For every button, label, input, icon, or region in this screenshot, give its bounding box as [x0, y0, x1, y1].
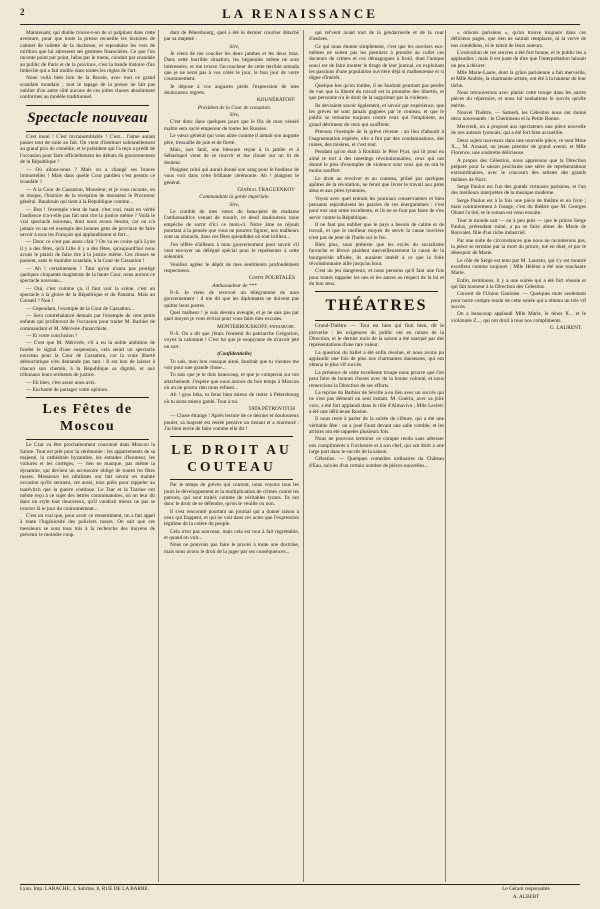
paragraph: Deux sujets nouveaux dans une nouvelle pièce, ce sont Mme X..., M. Arnaud, un jeune premier de grand avenir, et Mlle Florence, une soubrette délicieuse. [451, 137, 586, 157]
paragraph: A propos des Célestins, nous apprenons que la Direction prépare pour la saison prochaine une série de représentations extraordinaires, avec le concours des artistes des grands théâtres de Paris. [451, 157, 586, 183]
paragraph: Par une suite de circonstances que nous ne raconterons pas, la pièce se termine par la mort du prince, tué en duel, et par le désespoir de Marie. [451, 237, 586, 257]
section-rule [26, 397, 149, 398]
signature-title: Commandant la garde impériale. [199, 194, 270, 201]
paragraph: Ce qui nous étonne simplement, c'est que les ouvriers eux-mêmes ne soient pas les premiers à prendre au collet ces docteurs de crimes et ces démagogues à froid, dont l'unique souci est de faire monter le tirage de leur journal, en exploitant les passions d'une population ouvrière déjà si malheureuse et si digne d'intérêt. [309, 43, 444, 82]
paragraph: Maintenant, qui diable trouve-t-on de si palpitant dans cette aventure, pour que toute la presse recueille les histoires de cabinet de toilette de la duchesse, et reproduise les vers de mirliton que lui adressent ses gemmes financières. Ce que l'on raconte point par point, hélas par le menu, conduit par scandale au public de Paris et de la province, c'est la bande histoire d'un imbécile qui a fait moître dans toutes les règles de l'art. [20, 30, 155, 75]
paragraph: — Et votre conclusion ? [26, 333, 78, 340]
paragraph: Nous retrouverons avec plaisir cette troupe dans les autres pièces du répertoire, et nous lui souhaitons le succès qu'elle mérite. [451, 90, 586, 109]
salutation: Sire, [229, 201, 240, 208]
column-3 [309, 30, 444, 882]
signature: Comte POURTALÈS [248, 275, 295, 282]
paragraph: Serge Paulus est l'un des grands virtuoses parisiens, et l'un des meilleurs interprètes de la musique moderne. [451, 183, 586, 197]
signature: G. LAURENT. [549, 325, 582, 332]
paragraph: C'est un vrai que, pour avoir ce ressentiment, on a fait appel à toute l'ingéniosité des policiers russes. On sait que ces messieurs se sont tous mis à la recherche des moyens de prévenir le moindre coup. [20, 512, 155, 538]
section-rule [170, 479, 293, 480]
paragraph: — Sera contrebalancé demain par l'exemple de cent petits enfants qui profiteront de l'occasion pour traiter M. Barbier de commandant et M. Mérovée d'anarchiste. [20, 313, 155, 332]
paragraph: Il s'est rencontré pourtant un journal qui a donné raison à ceux qui frappent, et qui ne voit dans ces actes que l'expression légitime de la colère du peuple. [164, 508, 299, 528]
paragraph: P.-S. Je viens de recevoir un télégramme de mon gouvernement : il me dit que les diplomates ne doivent pas quitter leurs postes. [164, 290, 299, 309]
paragraph: Le rôle de Serge est tenu par M. Laurent, qui s'y est montré excellent comme toujours ; Mlle Hélène a été une touchante Marie. [451, 257, 586, 277]
paragraph: Tu sais, mon bon cosaque aimé, faudrait que tu viennes me voir pour une grande chose... [164, 358, 299, 371]
paragraph: Concert de l'Union Gauloise. — Quelques mots seulement pour notre compte rendu de cette soirée qui a obtenu un très vif succès. [451, 291, 586, 311]
signature: MONTEBROUSKOFF, patriarche. [217, 323, 295, 330]
article-heading: LE DROIT AU COUTEAU [171, 442, 292, 475]
newspaper-title: LA RENAISSANCE [222, 6, 378, 21]
paragraph: — Donc ce n'est pas assez clair ? On va en croire qu'à Lyon il y a des fêtes, qu'à Lille il y a des fêtes, qu'aujourd'hui nous avons le plaisir de faire rire à la justice même. Ces choses se passent, sans le moindre scandale, à la Cour de Cassation ! [20, 239, 155, 265]
paragraph: Je viens de me coucher les deux jambes et les deux bras. Dans cette horrible situation, les bégueules même ne sont intéressées, et me trouve l'accoucheur de cette terrible armada que je ne serai pas à vos côtés le jour, le bon jour de votre couronnement. [164, 51, 299, 83]
signature-title: Ambassadeur de *** [212, 282, 257, 289]
column-divider [303, 30, 304, 882]
paragraph: Mais, sort fatal, une blessure reçue à la jambe et à Sébastopol vient de se rouvrir et me clouer sur un lit de douleur. [164, 146, 299, 166]
paragraph: — Chose étrange ! Après lecture de ce dernier et douloureux poulet, sa majesté est restée pensive un instant et a murmuré : J'ai bien envie de faire comme elle dit ! [164, 413, 299, 432]
paragraph: L'exécution de ces œuvres a été fort bonne, et le public les a applaudies ; mais il est juste de dire que l'interprétation laissait un peu à désirer. [451, 50, 586, 69]
paragraph: Quelque bas qu'on tombe, il ne faudrait pourtant pas perdre de vue que la liberté du travail est la première des libertés, et que personne n'a le droit de la supprimer par la violence. [309, 82, 444, 102]
paragraph: Mercredi, on a proposé aux spectateurs une pièce nouvelle de nos auteurs lyonnais, qui a été fort bien accueillie. [451, 123, 586, 137]
paragraph: Ah ! gros béta, tu feras bien mieux de rester à Pétersbourg où tu seras mieux gardé. Tout à toi. [164, 392, 299, 405]
paragraph: Nous ne pouvons terminer ce compte rendu sans adresser nos compliments à l'orchestre et à son chef, qui ont droit à une large part dans le succès de la saison. [309, 436, 444, 455]
paragraph: La question du ballet a été enfin résolue, et nous avons pu applaudir une fois de plus nos charmantes danseuses, qui ont obtenu le plus vif succès. [309, 349, 444, 369]
paragraph: Cela n'est pas nouveau, mais cela est tout à fait regrettable, et quand on voit... [164, 528, 299, 542]
paragraph: Le droit au revolver et au couteau, prôné par quelques apôtres de la révolution, ne ferait que livrer le travail aux pires abus et aux pires tyrannies. [309, 175, 444, 195]
section-rule [26, 131, 149, 132]
paragraph: Ils devraient savoir également, et savoir par expérience, que les grèves ne sont jamais gagnées par le couteau, et que le public se retourne toujours contre ceux qui l'emploient, au grand détriment de ceux qui souffrent. [309, 102, 444, 128]
paragraph: Le Czar va être prochainement couronné dans Moscou la Sainte. Tout est prêt pour la cérémonie : les appartements de sa majesté, la cathédrale byzantine, les estrades d'honneur, les voitures et les cortèges, — rien ne manque, pas même la dynamite, qui devient un accessoire obligé de toutes les fêtes russes. Messieurs les nihilistes ont fait savoir en mainte occasion qu'ils seraient, cet aussi, tous prêts pour rappeler au tsarévitch que la guerre continue. Le Tsar et la Tsarine ont même reçu à ce sujet des lettres comminatoires, où on leur dit dans un style tout doucereux, qu'il vaudrait mieux ne pas se trouver là le jour du couronnement... [20, 442, 155, 512]
article-heading: THÉATRES [325, 297, 428, 315]
signature: TATA PÉTROVITCH [248, 405, 295, 412]
page-footer [20, 884, 580, 907]
section-rule [170, 436, 293, 437]
paragraph: Célestins. — Quelques comédies ordinaires du Château d'Eau, suivies d'un certain nombre de pièces nouvelles... [309, 456, 444, 469]
paragraph: Serge Paulus est à la fois une pièce de théâtre et un livre ; mais contrairement à l'usage, c'est du théâtre que M. Georges Ohnet l'a tiré, et le roman est venu ensuite. [451, 197, 586, 217]
paragraph: Quel malheur ! je suis devenu aveugle, et je ne sais pas par quel moyen je vous écrirai pour vous faire mes excuses. [164, 310, 299, 323]
paragraph: Prenons l'exemple de la grève récente : au lieu d'aboutir à l'augmentation espérée, elle a fini par des condamnations, des ruines, des misères, et c'est tout. [309, 129, 444, 148]
paragraph: « orisons parisiens », qu'on trouve toujours dans ces délicieux pages, que rien ne saurait remplacer, ni la verve de nos comédiens, ni le talent de leurs auteurs. [451, 30, 586, 49]
letter-subheading: (Confidentielle) [217, 351, 252, 358]
paragraph: J'en réfère d'ailleurs à mon gouvernement pour savoir s'il veut envoyer un délégué spécial pour le représenter à cette solennité. [164, 241, 299, 261]
paragraph: Il ne faut pas oublier que le pays a besoin de calme et de travail, et que le meilleur moyen de servir la cause ouvrière n'est pas de jeter de l'huile sur le feu. [309, 221, 444, 241]
paragraph: Plaignez celui qui aurait donné son sang pour le bonheur de vous voir dans cette brillante cérémonie. Ah ! plaignez le général. [164, 166, 299, 186]
column-divider [445, 30, 446, 882]
paragraph: C'est donc dans quelques jours que le fils de mon vénéré maître sera sacré empereur de toutes les Russies. [164, 119, 299, 132]
paragraph: — C'est que M. Mérovée, s'il a eu la noble ambition de fonder le signal d'une suspension, cela serait un spectacle nouveau pour la Cour de Cassation, car la vraie liberté démocratique n'en demande pas tant : Il est bon de laisser à chacun son chemin, à la République sa dignité, et aux tribunaux leurs serments de justice. [20, 340, 155, 379]
paragraph: Veuillez agréer le dépôt de mes sentiments profondément respectueux. [164, 261, 299, 275]
paragraph: Bien plus, sous prétexte que les excès du socialisme farouche et féroce plaident merveilleusement la cause de la bourgeoisie affolée, ils auraient intérêt à ce que la folie révolutionnaire aille jusqu'au bout. [309, 242, 444, 268]
column-1 [20, 30, 155, 882]
column-2 [164, 30, 299, 882]
signature: Général TRAGUENKOV [237, 186, 295, 193]
paragraph: — Cependant, l'exemple de la Cour de Cassation... [26, 305, 134, 312]
section-rule [315, 291, 438, 292]
salutation: Sire, [229, 43, 240, 50]
manager-name: A. ALBERT [512, 894, 540, 900]
salutation: Sire, [229, 112, 240, 119]
article-heading: Spectacle nouveau [27, 109, 148, 126]
paragraph: Nous voilà bien loin de la Russie, avec tout ce grand scandale mondain ; tout le tapage de la presse ne fait pas oublier d'un autre côté aucune de ces jolies choses absolument conformes au modèle traditionnel. [20, 75, 155, 101]
article-heading: Les Fêtes de Moscou [42, 402, 133, 435]
signature: KOUNÉRATOFF [256, 97, 295, 104]
signature-title: Président de la Cour de cassation. [197, 104, 272, 111]
section-rule [26, 439, 149, 440]
paragraph: C'est inouï ! C'est invraisemblable ! C'est... J'aime autant passer tout de suite au fait. On vient d'instituer solennellement au grand prix de comédie, et le président qui l'a reçu a prédit de l'occasion pour faire officiellement les débuts du gouvernement de la République ! [20, 133, 155, 166]
paragraph: — Ah ! certainement ! Tant qu'on n'aura pas protégé quelques cinquante magistrats de la haute Cour, nous aurons ce spectacle nouveau... [20, 265, 155, 285]
printer-line: Lyon. Imp. LARACHE, 4, Sabrine, 8, RUE DE LA BARRE. [20, 886, 150, 892]
paragraph: — Bon ! l'exemple vient de haut, c'est vrai, mais en vérité l'audience n'a-t-elle pas fait tant rire la justice même ? Voilà le vrai spectacle nouveau, dont nous avons besoin, car on n'a jamais vu un tel exemple des bonnes gens de province de faire savoir à tous les Français qui applaudissent si fort... [20, 206, 155, 238]
paragraph: P.-S. On a dit que j'étais l'ennemi du patriarche Grégorion, voyez la calomnie ! C'est lui que je soupçonne de m'avoir jeté un sort. [164, 331, 299, 350]
paragraph: Voyez avec quel entrain les journaux conservateurs et bien pensants reproduisent les paroles de ces énergumènes : c'est pour eux une arme excellente, et ils ne se font pas faute de s'en servir contre la République. [309, 195, 444, 221]
paragraph: — Où allons-nous ? Mais on a changé ses braves immortelles ! Mais dans quelle Cour pardieu c'est permis ce scandale ? [20, 166, 155, 186]
paragraph: La présence de cette excellente troupe nous prouve que l'on peut faire de bonnes choses avec de la bonne volonté, et nous remercions la Direction de ses efforts. [309, 369, 444, 389]
masthead [20, 5, 580, 25]
paragraph: Nouvel Théâtre. — Samedi, les Célestins nous ont donné deux nouveautés : le Chemineau et la Petite Bonne. [451, 110, 586, 123]
paragraph: La reprise du Barbier de Séville a eu lieu avec un succès qui ne s'est pas démenti un seul instant. M. Guérin, avec sa jolie voix, a été fort applaudi dans le rôle d'Almaviva ; Mlle Leclerc a été une délicieuse Rosine. [309, 389, 444, 415]
manager-label: Le Gérant responsable [502, 886, 550, 892]
paragraph: Le comble de mes vœux du beau-père de madame l'ambassadrice venant de mourir, ce deuil douloureux nous empêche de sortir d'ici ce mois-ci. Notre âme se réjouit pourtant à la pensée que vous ne pourrez figurer, nos malheurs sont un obstacle, dans ces fêtes splendides où tout brillera... [164, 208, 299, 241]
paragraph: — Enchanté de partager votre opinion. [26, 386, 109, 393]
paragraph: dant de Pétersbourg, quel a été le dernier courrier détaché par sa majesté : [164, 30, 299, 43]
paragraph: Par le temps de grèves qui courent, nous voyons tous les jours le développement et la multiplication de crimes contre les patrons, qui sont traités comme de véritables tyrans. Ils ont donc le droit de se défendre, qu'on le veuille ou non. [164, 482, 299, 508]
paragraph: — A la Cour de Cassation, Monsieur, et je vous raconte, on se moque, l'histoire de la réception de monsieur le Procureur général. Baudouin qui tient à la République comme... [20, 186, 155, 206]
paragraph: On a beaucoup applaudi Mlle Marie, le ténor X... et le violoniste Z..., qui ont droit à tous nos compliments. [451, 311, 586, 324]
paragraph: C'est un jeu dangereux, et nous pensons qu'il faut une fois pour toutes rappeler les uns et les autres au respect de la loi et du bon sens. [309, 268, 444, 288]
paragraph: — Eh bien, c'est assez nous avis. [26, 379, 96, 386]
column-4 [451, 30, 586, 882]
paragraph: Tu sais que je te dois beaucoup, et que je compterai sur ton attachement. J'espère que nous aurons du bon temps à Moscou où on ne pourra rien nous refuser... [164, 372, 299, 391]
paragraph: — Oui, c'est comme ça, il faut voir la scène, c'est un spectacle à la gloire de la République et du Panama. Mais au Conseil ? Non ! [20, 285, 155, 305]
paragraph: Enfin, terminons, il y a une soirée qui a été fort réussie et qui fait honneur à la Direction des Célestins. [451, 277, 586, 291]
paragraph: Tout le monde sait — ou à peu près — que le prince Serge Paulus, prétendant ruiné, a pu se faire aimer de Marie de Bonvalet, fille d'un riche industriel. [451, 217, 586, 237]
column-divider [158, 30, 159, 882]
paragraph: Il nous reste à parler de la soirée de clôture, qui a été une véritable fête : on a joué Faust devant une salle comble, et les artistes ont été rappelés plusieurs fois. [309, 416, 444, 435]
paragraph: qui rel'vent avant tout de la gendarmerie et de la cour d'assises. [309, 30, 444, 43]
section-rule [26, 105, 149, 106]
paragraph: Grand-Théâtre. — Tout est bien qui finit bien, dit le proverbe : les exigences du public ont eu raison de la Direction, et le dernier mois de la saison a été marqué par des représentations d'une rare valeur. [309, 323, 444, 349]
paragraph: Nous ne pouvons pas faire le procès à toute une doctrine, mais nous avons le droit de la juger par ses conséquences... [164, 542, 299, 555]
section-rule [315, 320, 438, 321]
paragraph: Mlle Marie-Laure, dont la grâce parisienne a fait merveille, et Mlle Andrée, la charmante artiste, ont été à la hauteur de leur tâche. [451, 70, 586, 89]
paragraph: Je dépose à vos augustes pieds l'expression de mes douloureux regrets. [164, 83, 299, 97]
page-number: 2 [20, 7, 25, 17]
paragraph: Pendant qu'on était à Roubaix le Père Pyat, qui lit pour en aimé le tort à des meetings révolutionnaires, ceux qui ont donné le plus d'exemples de violence sont ceux qui en ont le moins souffert. [309, 149, 444, 175]
paragraph: Le vœux général qui vous aime comme il aimait son auguste père, tressaille de joie et de fierté. [164, 133, 299, 146]
masthead-rule [20, 24, 580, 25]
